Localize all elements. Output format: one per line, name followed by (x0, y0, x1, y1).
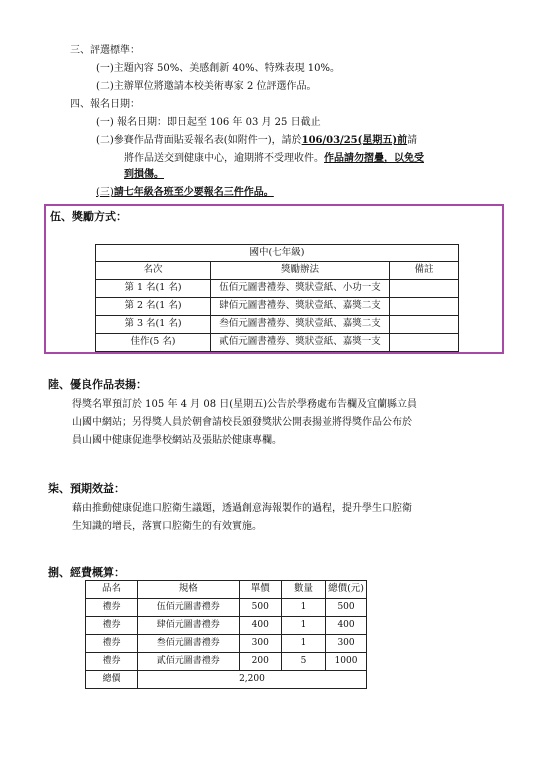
section4-item2-text-a: (二)參賽作品背面貼妥報名表(如附件一)，請於 (96, 135, 302, 146)
budget-quantity: 5 (281, 653, 325, 671)
section4-item2-text-c: 將作品送交到健康中心，逾期將不受理收件。 (124, 153, 324, 164)
budget-spec: 伍佰元圖書禮券 (137, 599, 239, 617)
award-note (390, 280, 459, 298)
section6-line2: 山國中網站；另得獎人員於朝會請校長頒發獎狀公開表揚並將得獎作品公布於 (72, 417, 412, 428)
award-header-note: 備註 (390, 262, 459, 280)
award-table-header-row (96, 262, 459, 280)
budget-unit-price: 400 (239, 617, 281, 635)
section7-line2: 生知識的增長，落實口腔衛生的有效實施。 (72, 521, 262, 532)
submission-deadline: 106/03/25(星期五)前 (301, 135, 408, 146)
budget-quantity: 1 (281, 617, 325, 635)
award-rank: 佳作(5 名) (96, 334, 211, 352)
table-row (96, 298, 459, 316)
budget-quantity: 1 (281, 635, 325, 653)
award-table-caption: 國中(七年級) (96, 245, 459, 262)
budget-unit-price: 200 (239, 653, 281, 671)
section4-item3-prefix: (三) (96, 187, 114, 198)
budget-header-spec: 規格 (137, 581, 239, 599)
table-row (96, 334, 459, 352)
budget-item: 禮券 (86, 635, 138, 653)
section8-title: 捌、經費概算： (48, 566, 125, 579)
section3-title: 三、評選標準： (70, 45, 140, 56)
award-method: 叁佰元圖書禮券、獎狀壹紙、嘉獎二支 (211, 316, 390, 334)
table-row (96, 280, 459, 298)
section4-item2-line1 (96, 134, 417, 148)
budget-header-item: 品名 (86, 581, 138, 599)
section4-title: 四、報名日期： (70, 99, 140, 110)
section3-item1: (一)主題內容 50%、美感創新 40%、特殊表現 10%。 (96, 63, 341, 74)
section7-title: 柒、預期效益： (48, 482, 125, 495)
budget-quantity: 1 (281, 599, 325, 617)
table-row (86, 617, 367, 635)
budget-table-header-row (86, 581, 367, 599)
section6-title: 陸、優良作品表揚： (48, 378, 147, 391)
section4-item2-text-b: 請 (407, 135, 418, 146)
section6-line3: 員山國中健康促進學校網站及張貼於健康專欄。 (72, 435, 282, 446)
budget-total-value: 2,200 (137, 671, 366, 689)
budget-total: 400 (326, 617, 367, 635)
section4-item3 (96, 186, 274, 200)
section4-item1: (一) 報名日期：即日起至 106 年 03 月 25 日截止 (96, 117, 321, 128)
award-rank: 第 3 名(1 名) (96, 316, 211, 334)
table-row (96, 316, 459, 334)
budget-total: 1000 (326, 653, 367, 671)
award-rank: 第 1 名(1 名) (96, 280, 211, 298)
award-note (390, 316, 459, 334)
award-header-method: 獎勵辦法 (211, 262, 390, 280)
budget-total: 300 (326, 635, 367, 653)
award-note (390, 334, 459, 352)
budget-table (85, 580, 367, 689)
budget-spec: 肆佰元圖書禮券 (137, 617, 239, 635)
award-table-caption-row (96, 245, 459, 262)
budget-unit-price: 300 (239, 635, 281, 653)
section5-title: 伍、獎勵方式： (50, 210, 127, 223)
budget-header-total: 總價(元) (326, 581, 367, 599)
award-rank: 第 2 名(1 名) (96, 298, 211, 316)
award-table (95, 244, 459, 352)
budget-total-label: 總價 (86, 671, 138, 689)
budget-item: 禮券 (86, 617, 138, 635)
budget-item: 禮券 (86, 653, 138, 671)
budget-item: 禮券 (86, 599, 138, 617)
section7-line1: 藉由推動健康促進口腔衛生議題，透過創意海報製作的過程，提升學生口腔衛 (72, 503, 412, 514)
section4-item3-text: 請七年級各班至少要報名三件作品。 (113, 187, 274, 198)
award-method: 伍佰元圖書禮券、獎狀壹紙、小功一支 (211, 280, 390, 298)
no-folding-warning-cont: 到損傷。 (124, 169, 164, 180)
no-folding-warning: 作品請勿摺疊，以免受 (324, 153, 424, 164)
table-row (86, 635, 367, 653)
table-row (86, 599, 367, 617)
budget-header-quantity: 數量 (281, 581, 325, 599)
budget-header-unit-price: 單價 (239, 581, 281, 599)
section6-line1: 得獎名單預訂於 105 年 4 月 08 日(星期五)公告於學務處布告欄及宜蘭縣立員 (72, 399, 418, 410)
section4-item2-line2 (124, 152, 424, 166)
award-method: 貳佰元圖書禮券、獎狀壹紙、嘉獎一支 (211, 334, 390, 352)
budget-total: 500 (326, 599, 367, 617)
budget-spec: 貳佰元圖書禮券 (137, 653, 239, 671)
award-header-rank: 名次 (96, 262, 211, 280)
award-method: 肆佰元圖書禮券、獎狀壹紙、嘉獎二支 (211, 298, 390, 316)
section3-item2: (二)主辦單位將邀請本校美術專家 2 位評選作品。 (96, 81, 317, 92)
budget-total-row (86, 671, 367, 689)
award-note (390, 298, 459, 316)
table-row (86, 653, 367, 671)
budget-unit-price: 500 (239, 599, 281, 617)
budget-spec: 叁佰元圖書禮券 (137, 635, 239, 653)
